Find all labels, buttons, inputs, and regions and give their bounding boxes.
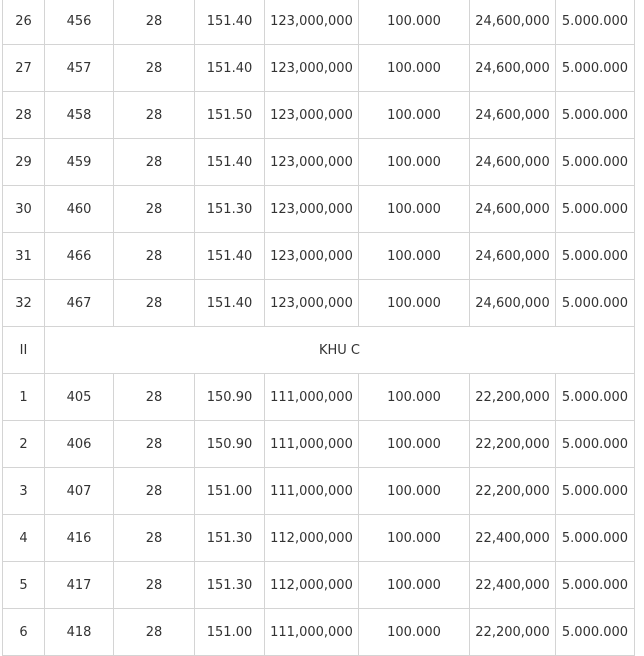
- cell-col-3: 28: [114, 139, 195, 186]
- cell-starting-price: 123,000,000: [265, 233, 359, 280]
- cell-col-8: 5.000.000: [556, 515, 635, 562]
- cell-deposit: 22,200,000: [470, 468, 556, 515]
- cell-starting-price: 123,000,000: [265, 92, 359, 139]
- cell-lot-number: 418: [45, 609, 114, 656]
- cell-index: 32: [3, 280, 45, 327]
- cell-deposit: 22,200,000: [470, 609, 556, 656]
- cell-deposit: 24,600,000: [470, 45, 556, 92]
- cell-col-6: 100.000: [359, 139, 470, 186]
- cell-area: 151.40: [195, 0, 265, 45]
- cell-starting-price: 123,000,000: [265, 280, 359, 327]
- cell-deposit: 24,600,000: [470, 92, 556, 139]
- cell-deposit: 24,600,000: [470, 186, 556, 233]
- cell-index: 5: [3, 562, 45, 609]
- cell-col-3: 28: [114, 45, 195, 92]
- cell-col-8: 5.000.000: [556, 374, 635, 421]
- cell-col-8: 5.000.000: [556, 186, 635, 233]
- cell-starting-price: 123,000,000: [265, 45, 359, 92]
- cell-index: 29: [3, 139, 45, 186]
- cell-index: 6: [3, 609, 45, 656]
- cell-lot-number: 459: [45, 139, 114, 186]
- cell-col-3: 28: [114, 421, 195, 468]
- cell-area: 151.40: [195, 280, 265, 327]
- cell-col-6: 100.000: [359, 280, 470, 327]
- cell-col-3: 28: [114, 92, 195, 139]
- cell-index: 30: [3, 186, 45, 233]
- cell-area: 151.40: [195, 233, 265, 280]
- cell-col-3: 28: [114, 186, 195, 233]
- cell-index: 2: [3, 421, 45, 468]
- cell-lot-number: 406: [45, 421, 114, 468]
- cell-area: 151.50: [195, 92, 265, 139]
- cell-col-3: 28: [114, 515, 195, 562]
- cell-lot-number: 458: [45, 92, 114, 139]
- table-row: [3, 280, 635, 327]
- cell-col-3: 28: [114, 233, 195, 280]
- cell-area: 151.00: [195, 468, 265, 515]
- cell-deposit: 22,400,000: [470, 562, 556, 609]
- cell-col-6: 100.000: [359, 468, 470, 515]
- cell-lot-number: 416: [45, 515, 114, 562]
- cell-deposit: 22,200,000: [470, 421, 556, 468]
- cell-deposit: 24,600,000: [470, 280, 556, 327]
- cell-col-8: 5.000.000: [556, 139, 635, 186]
- cell-index: 3: [3, 468, 45, 515]
- cell-index: 1: [3, 374, 45, 421]
- cell-area: 150.90: [195, 421, 265, 468]
- cell-index: 28: [3, 92, 45, 139]
- section-title: KHU C: [45, 327, 635, 374]
- cell-col-6: 100.000: [359, 515, 470, 562]
- table-row: [3, 609, 635, 656]
- cell-area: 150.90: [195, 374, 265, 421]
- table-row: [3, 421, 635, 468]
- cell-col-6: 100.000: [359, 421, 470, 468]
- cell-col-3: 28: [114, 609, 195, 656]
- cell-deposit: 24,600,000: [470, 139, 556, 186]
- table-row: [3, 139, 635, 186]
- table-row: [3, 45, 635, 92]
- cell-col-8: 5.000.000: [556, 562, 635, 609]
- cell-col-6: 100.000: [359, 0, 470, 45]
- cell-col-6: 100.000: [359, 45, 470, 92]
- cell-col-6: 100.000: [359, 186, 470, 233]
- cell-col-8: 5.000.000: [556, 0, 635, 45]
- cell-index: 26: [3, 0, 45, 45]
- cell-lot-number: 417: [45, 562, 114, 609]
- cell-col-3: 28: [114, 374, 195, 421]
- cell-col-3: 28: [114, 0, 195, 45]
- cell-index: 27: [3, 45, 45, 92]
- table-row: [3, 468, 635, 515]
- cell-starting-price: 111,000,000: [265, 374, 359, 421]
- cell-lot-number: 405: [45, 374, 114, 421]
- cell-col-8: 5.000.000: [556, 92, 635, 139]
- cell-col-6: 100.000: [359, 233, 470, 280]
- cell-area: 151.30: [195, 515, 265, 562]
- table-row: [3, 374, 635, 421]
- cell-col-8: 5.000.000: [556, 421, 635, 468]
- table-row: [3, 562, 635, 609]
- cell-lot-number: 467: [45, 280, 114, 327]
- cell-starting-price: 112,000,000: [265, 562, 359, 609]
- cell-col-3: 28: [114, 562, 195, 609]
- cell-lot-number: 466: [45, 233, 114, 280]
- cell-col-6: 100.000: [359, 374, 470, 421]
- cell-area: 151.40: [195, 139, 265, 186]
- cell-col-6: 100.000: [359, 609, 470, 656]
- table-row: [3, 233, 635, 280]
- cell-starting-price: 111,000,000: [265, 468, 359, 515]
- table-body: [3, 0, 635, 656]
- cell-col-8: 5.000.000: [556, 280, 635, 327]
- cell-area: 151.30: [195, 186, 265, 233]
- section-index: II: [3, 327, 45, 374]
- cell-deposit: 24,600,000: [470, 0, 556, 45]
- cell-col-6: 100.000: [359, 92, 470, 139]
- cell-area: 151.40: [195, 45, 265, 92]
- cell-lot-number: 456: [45, 0, 114, 45]
- cell-index: 4: [3, 515, 45, 562]
- cell-deposit: 22,200,000: [470, 374, 556, 421]
- land-price-table: [2, 0, 635, 656]
- table-row: [3, 515, 635, 562]
- table-row: [3, 0, 635, 45]
- cell-area: 151.30: [195, 562, 265, 609]
- cell-starting-price: 123,000,000: [265, 0, 359, 45]
- cell-col-8: 5.000.000: [556, 45, 635, 92]
- cell-starting-price: 112,000,000: [265, 515, 359, 562]
- cell-starting-price: 111,000,000: [265, 609, 359, 656]
- cell-col-3: 28: [114, 468, 195, 515]
- cell-col-8: 5.000.000: [556, 468, 635, 515]
- cell-deposit: 22,400,000: [470, 515, 556, 562]
- cell-lot-number: 407: [45, 468, 114, 515]
- cell-index: 31: [3, 233, 45, 280]
- table-row: [3, 92, 635, 139]
- cell-area: 151.00: [195, 609, 265, 656]
- cell-col-3: 28: [114, 280, 195, 327]
- cell-lot-number: 460: [45, 186, 114, 233]
- table-row: [3, 186, 635, 233]
- cell-starting-price: 111,000,000: [265, 421, 359, 468]
- cell-lot-number: 457: [45, 45, 114, 92]
- section-header-row: [3, 327, 635, 374]
- cell-col-8: 5.000.000: [556, 233, 635, 280]
- cell-starting-price: 123,000,000: [265, 139, 359, 186]
- cell-col-8: 5.000.000: [556, 609, 635, 656]
- cell-starting-price: 123,000,000: [265, 186, 359, 233]
- cell-deposit: 24,600,000: [470, 233, 556, 280]
- cell-col-6: 100.000: [359, 562, 470, 609]
